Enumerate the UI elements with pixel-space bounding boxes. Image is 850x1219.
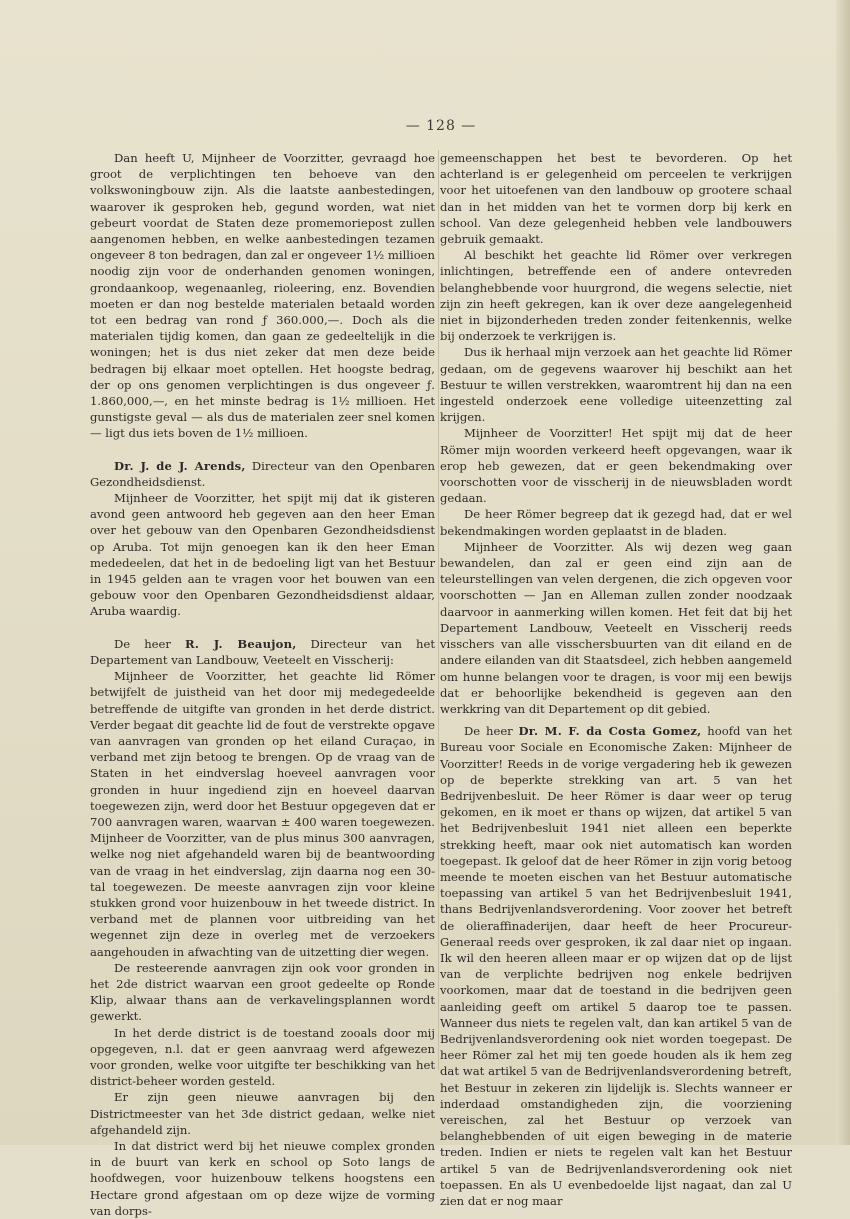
paragraph: gemeenschappen het best te bevorderen. Op het achterland is er gelegenheid om perceelen te verkrijgen voor het uitoefenen van den landbouw op grootere schaal dan in het midden van het te vormen dorp bij kerk en school. Van deze gelegenheid hebben vele landbouwers gebruik gemaakt. (440, 151, 792, 247)
paragraph: Mijnheer de Voorzitter, het geachte lid Römer betwijfelt de juistheid van het door mij medegedeelde betreffende de uitgifte van gronden in het derde district. Verder begaat dit geachte lid de fout de verstrekte opgave van aanvragen van gronden op het eiland Curaçao, in verband met zijn betoog te brengen. Op de vraag van de Staten in het eindverslag hoeveel aanvragen voor gronden in huur ingediend zijn en hoeveel daarvan toegewezen zijn, werd door het Bestuur opgegeven dat er 700 aanvragen waren, waarvan ± 400 waren toegewezen. Mijnheer de Voorzitter, van de plus minus 300 aanvragen, welke nog niet afgehandeld waren bij de beantwoording van de vraag in het eindverslag, zijn daarna nog een 30-tal toegewezen. De meeste aanvragen zijn voor kleine stukken grond voor huizenbouw in het tweede district. In verband met de plannen voor uitbreiding van het wegennet zijn deze in overleg met de verzoekers aangehouden in afwachting van de uitzetting dier wegen. (90, 669, 435, 959)
speaker-prefix: De heer (114, 636, 186, 651)
right-column (440, 150, 792, 1209)
paragraph: Al beschikt het geachte lid Römer over verkregen inlichtingen, betreffende een of andere ontevreden belanghebbende voor huurgrond, die wegens selectie, niet zijn zin heeft gekregen, kan ik over deze aangelegenheid niet in bijzonderheden treden zonder feitenkennis, welke bij onderzoek te verkrijgen is. (440, 248, 792, 344)
paragraph: Mijnheer de Voorzitter, het spijt mij dat ik gisteren avond geen antwoord heb gegeven aan den heer Eman over het gebouw van den Openbaren Gezondheidsdienst op Aruba. Tot mijn genoegen kan ik den heer Eman mededeelen, dat het in de bedoeling ligt van het Bestuur in 1945 gelden aan te vragen voor het bouwen van een gebouw voor den Openbaren Gezondheidsdienst aldaar, Aruba waardig. (90, 491, 435, 619)
speaker-heading (90, 636, 435, 668)
paragraph: Er zijn geen nieuwe aanvragen bij den Districtmeester van het 3de district gedaan, welke niet afgehandeld zijn. (90, 1090, 435, 1137)
speaker-paragraph (440, 723, 792, 1209)
page-edge (836, 0, 850, 1145)
page-number: — 128 — (405, 118, 477, 134)
left-column (90, 150, 435, 1219)
speaker-role: Directeur van den Openbaren Gezondheidsdienst. (90, 458, 435, 489)
paragraph: Dus ik herhaal mijn verzoek aan het geachte lid Römer gedaan, om de gegevens waarover hij beschikt aan het Bestuur te willen verstrekken, waaromtrent hij dan na een ingesteld onderzoek eene volledige uiteenzetting zal krijgen. (440, 345, 792, 425)
paragraph: De heer Römer begreep dat ik gezegd had, dat er wel bekendmakingen worden geplaatst in de bladen. (440, 507, 792, 538)
paragraph: In het derde district is de toestand zooals door mij opgegeven, n.l. dat er geen aanvraag werd afgewezen voor gronden, welke voor uitgifte ter beschikking van het district-beheer worden gesteld. (90, 1025, 435, 1089)
speaker-heading (90, 458, 435, 490)
paragraph: Mijnheer de Voorzitter! Het spijt mij dat de heer Römer mijn woorden verkeerd heeft opgevangen, waar ik erop heb gewezen, dat er geen bekendmaking over voorschotten voor de visscherij in de nieuwsbladen wordt gedaan. (440, 426, 792, 506)
speaker-name: Dr. J. de J. Arends, (114, 458, 246, 473)
paragraph: Mijnheer de Voorzitter. Als wij dezen weg gaan bewandelen, dan zal er geen eind zijn aan de teleurstellingen van velen dergenen, die zich opgeven voor voorschotten — Jan en Alleman zullen zonder noodzaak daarvoor in aanmerking willen komen. Het feit dat bij het Departement Landbouw, Veeteelt en Visscherij reeds visschers van alle visschersbuurten van dit eiland en de andere eilanden van dit Staatsdeel, zich hebben aangemeld om hunne belangen voor te dragen, is voor mij een bewijs dat er behoorlijke bekendheid is gegeven aan den werkkring van dit Departement op dit gebied. (440, 539, 792, 716)
paragraph-text: hoofd van het Bureau voor Sociale en Economische Zaken: Mijnheer de Voorzitter! Reeds in de vorige vergadering heb ik gewezen op de beperkte strekking van art. 5 van het Bedrijvenbesluit. De heer Römer is daar weer op terug gekomen, en ik moet er thans op wijzen, dat artikel 5 van het Bedrijvenbesluit 1941 niet alleen een beperkte strekking heeft, maar ook niet automatisch kan worden toegepast. Ik geloof dat de heer Römer in zijn vorig betoog meende te moeten eischen van het Bestuur automatische toepassing van artikel 5 van het Bedrijvenbesluit 1941, thans Bedrijvenlandsverordening. Voor zoover het betreft de olieraffinaderijen, daar heeft de heer Procureur-Generaal reeds over gesproken, ik zal daar niet op ingaan. Ik wil den heeren alleen maar er op wijzen dat op de lijst van de verplichte bedrijven nog enkele bedrijven voorkomen, maar dat de toestand in die bedrijven geen aanleiding geeft om artikel 5 daarop toe te passen. Wanneer dus niets te regelen valt, dan kan artikel 5 van de Bedrijvenlandsverordening ook niet worden toegepast. De heer Römer zal het mij ten goede houden als ik hem zeg dat wat artikel 5 van de Bedrijvenlandsverordening betreft, het Bestuur in zekeren zin lijdelijk is. Slechts wanneer er inderdaad omstandigheden zijn, die voorziening vereischen, zal het Bestuur op verzoek van belanghebbenden of uit eigen beweging in de materie treden. Indien er niets te regelen valt kan het Bestuur artikel 5 van de Bedrijvenlandsverordening ook niet toepassen. En als U evenbedoelde lijst nagaat, dan zal U zien dat er nog maar (440, 724, 792, 1208)
paragraph: In dat district werd bij het nieuwe complex gronden in de buurt van kerk en school op Soto langs de hoofdwegen, voor huizenbouw telkens hoogstens een Hectare grond afgestaan om op deze wijze de vorming van dorps- (90, 1138, 435, 1218)
speaker-role: Directeur van het Departement van Landbouw, Veeteelt en Visscherij: (90, 636, 435, 667)
paragraph: De resteerende aanvragen zijn ook voor gronden in het 2de district waarvan een groot gedeelte op Ronde Klip, alwaar thans aan de verkavelingsplannen wordt gewerkt. (90, 960, 435, 1024)
speaker-prefix: De heer (464, 724, 519, 739)
speaker-name: R. J. Beaujon, (185, 636, 297, 651)
column-divider (438, 150, 439, 1070)
speaker-name: Dr. M. F. da Costa Gomez, (518, 724, 702, 739)
paragraph: Dan heeft U, Mijnheer de Voorzitter, gevraagd hoe groot de verplichtingen ten behoeve van den volkswoningbouw zijn. Als die laatste aanbestedingen, waarover ik gesproken heb, gegund worden, wat niet gebeurt voordat de Staten deze promemoriepost zullen aangenomen hebben, en welke aanbestedingen tezamen ongeveer 8 ton bedragen, dan zal er ongeveer 1½ millioen noodig zijn voor de onderhanden genomen woningen, grondaankoop, wegenaanleg, rioleering, enz. Bovendien moeten er dan nog bestelde materialen betaald worden tot een bedrag van rond ƒ 360.000,—. Doch als die materialen tijdig komen, dan gaan ze gedeeltelijk in die woningen; het is dus niet zeker dat men deze beide bedragen bij elkaar moet optellen. Het hoogste bedrag, der op ons genomen verplichtingen is dus ongeveer ƒ. 1.860,000,—, en het minste bedrag is 1½ millioen. Het gunstigste geval — als dus de materialen zeer snel komen — ligt dus iets boven de 1½ millioen. (90, 151, 436, 441)
